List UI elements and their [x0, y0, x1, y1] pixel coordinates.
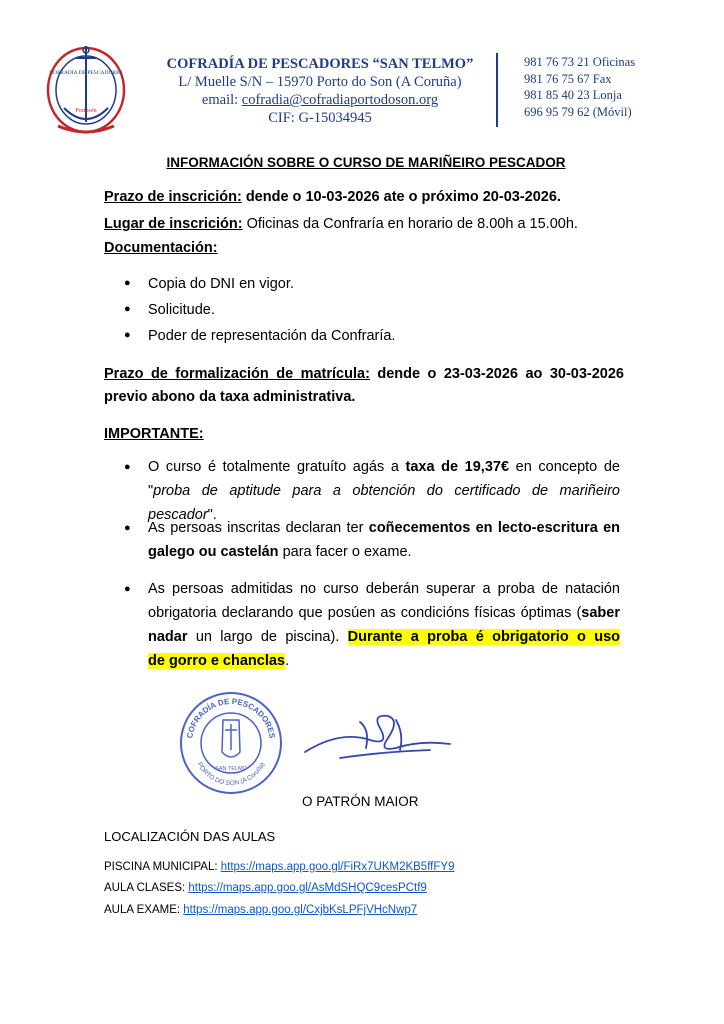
bullet-dot: ●	[124, 583, 131, 595]
logo-place: Portosón	[75, 108, 97, 114]
bullet-dot: ●	[124, 461, 131, 473]
link-piscina	[104, 861, 454, 873]
item3-period: .	[285, 653, 290, 669]
org-name: COFRADÍA DE PESCADORES “SAN TELMO”	[166, 56, 474, 72]
link-url-aula-exame[interactable]: https://maps.app.goo.gl/CxjbKsLPFjVHcNwp7	[183, 904, 418, 916]
item1-taxa: taxa de 19,37€	[405, 459, 510, 475]
email-label: email:	[201, 92, 242, 108]
link-label-piscina: PISCINA MUNICIPAL:	[104, 861, 221, 873]
documentacion-label	[104, 238, 218, 258]
logo-text: COFRADÍA DE PESCADORES	[49, 70, 123, 76]
importante-item-3	[148, 577, 620, 673]
org-email-line	[150, 91, 490, 109]
signature-label: O PATRÓN MAIOR	[302, 794, 419, 809]
item3-saber: saber	[581, 605, 620, 621]
org-address: L/ Muelle S/N – 15970 Porto do Son (A Coruña)	[178, 74, 462, 90]
item2-bold-b: coñecementos en lecto-escritura en	[368, 520, 620, 536]
item3-line1: As persoas admitidas no curso deberán superar a proba de natación	[148, 581, 620, 597]
link-label-aula-exame: AULA EXAME:	[104, 904, 184, 916]
prazo-inscricion-label: Prazo de inscrición:	[104, 189, 242, 205]
importante-label: IMPORTANTE:	[104, 426, 204, 442]
item3-line3b: un largo de piscina).	[187, 629, 348, 645]
link-aula-clases	[104, 882, 427, 894]
matricula-value: dende o 23-03-2026 ao 30-03-2026	[369, 366, 624, 382]
doc-item-solicitude: Solicitude.	[148, 302, 215, 318]
org-cif: CIF: G-15034945	[268, 110, 372, 126]
item2-text-a: As persoas inscritas declaran ter	[148, 520, 369, 536]
item3-highlight-1: Durante a proba é obrigatorio o uso	[347, 629, 620, 645]
bullet-dot: ●	[124, 522, 131, 534]
phone-lonja: 981 85 40 23 Lonja	[524, 88, 622, 102]
prazo-inscricion-value: dende o 10-03-2026 ate o próximo 20-03-2026.	[241, 189, 561, 205]
matricula-line2: previo abono da taxa administrativa.	[104, 389, 356, 405]
item1-text-c: en concepto de	[509, 459, 620, 475]
matricula-label: Prazo de formalización de matrícula:	[104, 366, 370, 382]
signature	[300, 700, 470, 770]
importante-heading	[104, 424, 204, 444]
cofradia-logo	[40, 38, 132, 138]
item1-quote-open: "	[148, 483, 154, 499]
localizacion-title: LOCALIZACIÓN DAS AULAS	[104, 829, 276, 844]
matricula-line1	[104, 364, 624, 384]
stamp-ring-text: COFRADÍA DE PESCADORES	[185, 696, 277, 740]
item3-line2: obrigatoria declarando que posúen as condicións físicas óptimas (	[148, 605, 582, 621]
list-item: ● Copia do DNI en vigor.	[124, 276, 294, 292]
email-link[interactable]: cofradia@cofradiaportodoson.org	[241, 92, 439, 108]
item3-highlight-2: de gorro e chanclas	[148, 653, 285, 669]
doc-item-dni: Copia do DNI en vigor.	[148, 276, 294, 292]
header-divider	[496, 53, 498, 127]
item2-bold-c: galego ou castelán	[148, 544, 279, 560]
lugar-inscricion	[104, 214, 578, 234]
link-url-piscina[interactable]: https://maps.app.goo.gl/FiRx7UKM2KB5ffFY9	[220, 861, 455, 873]
phone-list	[524, 54, 635, 120]
phone-fax: 981 76 75 67 Fax	[524, 71, 612, 86]
stamp-center-text: SAN TELMO	[215, 766, 247, 772]
lugar-inscricion-value: Oficinas da Confraría en horario de 8.00h a 15.00h.	[242, 216, 578, 232]
lugar-inscricion-label: Lugar de inscrición:	[104, 216, 243, 232]
stamp-bottom-text: PORTO DO SON (A Coruña)	[195, 761, 267, 788]
org-block	[150, 55, 490, 127]
documentacion-heading: Documentación:	[104, 240, 218, 256]
phone-oficinas: 981 76 73 21 Oficinas	[524, 55, 636, 69]
phone-movil: 696 95 79 62 (Móvil)	[524, 104, 632, 119]
doc-item-poder: Poder de representación da Confraría.	[148, 328, 396, 344]
importante-item-2	[148, 516, 620, 564]
link-aula-exame	[104, 904, 417, 916]
link-label-aula-clases: AULA CLASES:	[104, 882, 189, 894]
official-stamp	[178, 690, 284, 796]
item1-quote-text: proba de aptitude para a obtención do certificado de mariñeiro pescador	[148, 483, 620, 523]
document-title: INFORMACIÓN SOBRE O CURSO DE MARIÑEIRO PESCADOR	[166, 155, 566, 170]
link-url-aula-clases[interactable]: https://maps.app.goo.gl/AsMdSHQC9cesPCtf9	[188, 882, 427, 894]
prazo-inscricion	[104, 187, 561, 207]
item1-text-a: O curso é totalmente gratuíto agás a	[148, 459, 406, 475]
item2-text-d: para facer o exame.	[278, 544, 412, 560]
item3-nadar: nadar	[148, 629, 188, 645]
item1-quote-close: ".	[207, 507, 217, 523]
list-item: ● Solicitude.	[124, 302, 215, 318]
list-item: ● Poder de representación da Confraría.	[124, 328, 396, 344]
